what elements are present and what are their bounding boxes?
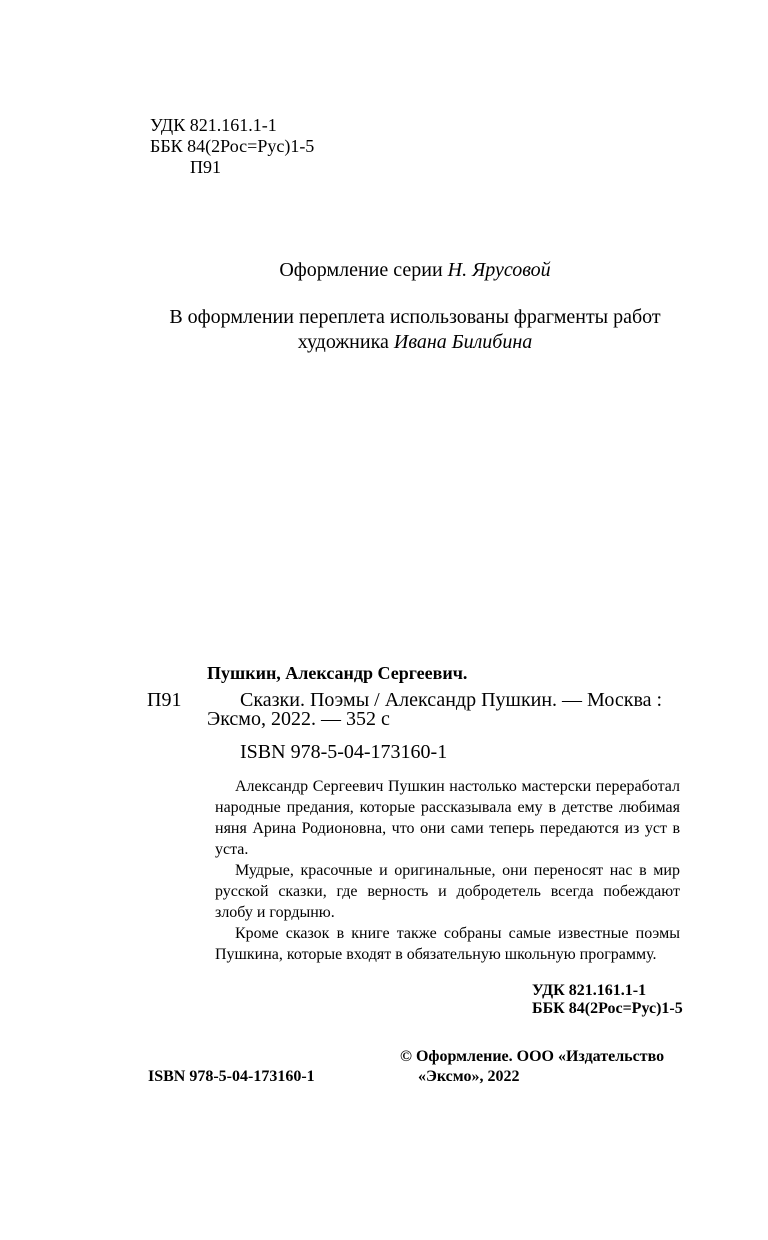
binding-credit-prefix: художника (297, 331, 394, 353)
annotation-paragraph: Мудрые, красочные и оригинальные, они переносят нас в мир русской сказки, где верность и добродетель всегда побеждают злобу и гордыню. (215, 862, 680, 921)
author-sign: П91 (190, 157, 221, 177)
annotation (215, 776, 680, 965)
footer-bbk-code: ББК 84(2Рос=Рус)1-5 (532, 1000, 683, 1017)
title-line2: Эксмо, 2022. — 352 с (207, 708, 390, 730)
card-sign: П91 (147, 689, 182, 711)
author-heading: Пушкин, Александр Сергеевич. (207, 663, 468, 683)
bbk-code: ББК 84(2Рос=Рус)1-5 (150, 136, 315, 156)
card-isbn: ISBN 978-5-04-173160-1 (240, 741, 448, 763)
series-design-prefix: Оформление серии (279, 259, 448, 281)
copyright-line2: «Эксмо», 2022 (418, 1068, 520, 1085)
annotation-paragraph: Кроме сказок в книге также собраны самые известные поэмы Пушкина, которые входят в обязательную школьную программу. (215, 925, 680, 963)
title-line1: Сказки. Поэмы / Александр Пушкин. — Москва : (240, 689, 663, 711)
illustrator-name: Ивана Билибина (393, 331, 533, 353)
copyright-line1: © Оформление. ООО «Издательство (400, 1048, 665, 1065)
annotation-paragraph: Александр Сергеевич Пушкин настолько мастерски переработал народные предания, которые рассказывала ему в детстве любимая няня Арина Родионовна, что они сами теперь передаются из уст в уста. (215, 778, 680, 858)
binding-credit-line1: В оформлении переплета использованы фрагменты работ (169, 306, 661, 328)
udk-code: УДК 821.161.1-1 (150, 115, 277, 135)
series-design-credit (0, 258, 768, 282)
binding-credit-line2 (0, 330, 768, 354)
imprint-isbn: ISBN 978-5-04-173160-1 (148, 1068, 315, 1085)
footer-udk-code: УДК 821.161.1-1 (532, 982, 647, 999)
series-designer-name: Н. Ярусовой (447, 259, 551, 281)
